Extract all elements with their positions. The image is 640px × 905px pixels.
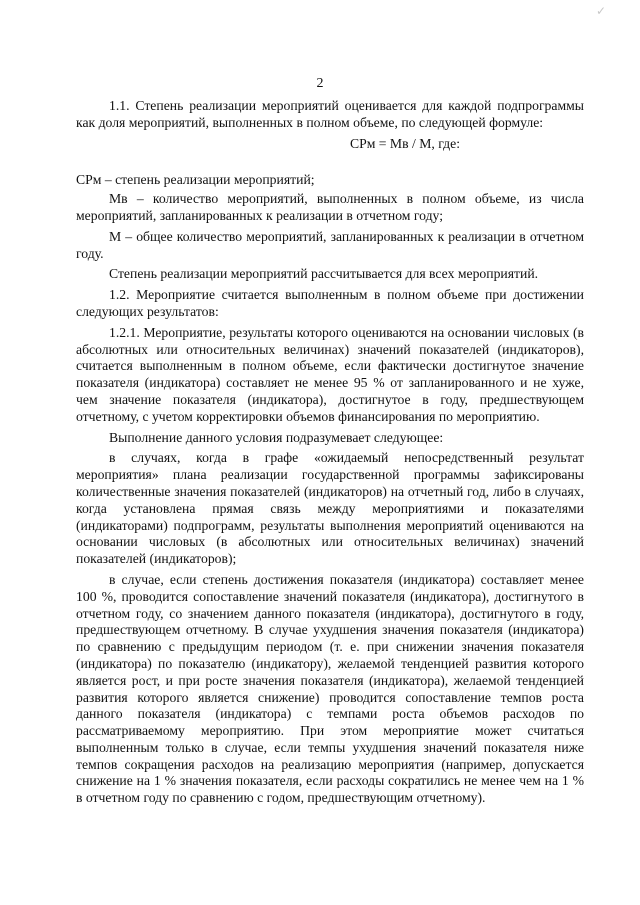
paragraph-condition: Выполнение данного условия подразумевает следующее: — [109, 429, 444, 445]
definition-srm: СРм – степень реализации мероприятий; — [76, 172, 315, 188]
paragraph-calc-note: Степень реализации мероприятий рассчитывается для всех мероприятий. — [109, 266, 539, 282]
definition-mv: Мв – количество мероприятий, выполненных в полном объеме, из числа мероприятий, запланированных к реализации в отчетном году; — [76, 191, 584, 223]
paragraph-1-2: 1.2. Мероприятие считается выполненным в полном объеме при достижении следующих результатов: — [76, 287, 584, 319]
document-body — [76, 98, 584, 811]
paragraph-case-1: в случаях, когда в графе «ожидаемый непосредственный результат мероприятия» плана реализации государственной программы зафиксированы количественные значения показателей (индикаторов) на отчетный год, либо в случаях, когда установлена прямая связь между мероприятиями и показателями (индикаторами) подпрограмм, результаты выполнения мероприятий оцениваются на основании числовых (в абсолютных или относительных величинах) значений показателей (индикаторов); — [76, 450, 584, 567]
formula: СРм = Мв / М, где: — [349, 135, 461, 151]
paragraph-1-1: 1.1. Степень реализации мероприятий оценивается для каждой подпрограммы как доля мероприятий, выполненных в полном объеме, по следующей формуле: — [76, 98, 584, 130]
paragraph-1-2-1: 1.2.1. Мероприятие, результаты которого оцениваются на основании числовых (в абсолютных или относительных величинах) значений показателей (индикаторов), считается выполненным в полном объеме, если фактически достигнутое значение показателя (индикатора) составляет не менее 95 % от запланированного и не хуже, чем значение показателя (индикатора), достигнутое в году, предшествующем отчетному, с учетом корректировки объемов финансирования по мероприятию. — [76, 324, 584, 424]
page-number: 2 — [316, 76, 324, 91]
definition-m: М – общее количество мероприятий, запланированных к реализации в отчетном году. — [76, 228, 584, 261]
page-corner-mark: ✓ — [595, 4, 606, 18]
paragraph-case-2: в случае, если степень достижения показателя (индикатора) составляет менее 100 %, проводится сопоставление значений показателя (индикатора), достигнутого в отчетном году, со значением данного показателя (индикатора), достигнутого в году, предшествующем отчетному. В случае ухудшения значения показателя (индикатора) по сравнению с предыдущим периодом (т. е. при снижении значения показателя (индикатора) по показателю (индикатору), желаемой тенденцией развития которого является рост, и при росте значения показателя (индикатора), желаемой тенденцией развития которого является снижение) проводится сопоставление темпов роста данного показателя (индикатора) с темпами роста объемов расходов по рассматриваемому мероприятию. При этом мероприятие может считаться выполненным только в случае, если темпы ухудшения значений показателя ниже темпов сокращения расходов на реализацию мероприятия (например, допускается снижение на 1 % значения показателя, если расходы сократились не менее чем на 1 % в отчетном году по сравнению с годом, предшествующим отчетному). — [76, 571, 584, 806]
